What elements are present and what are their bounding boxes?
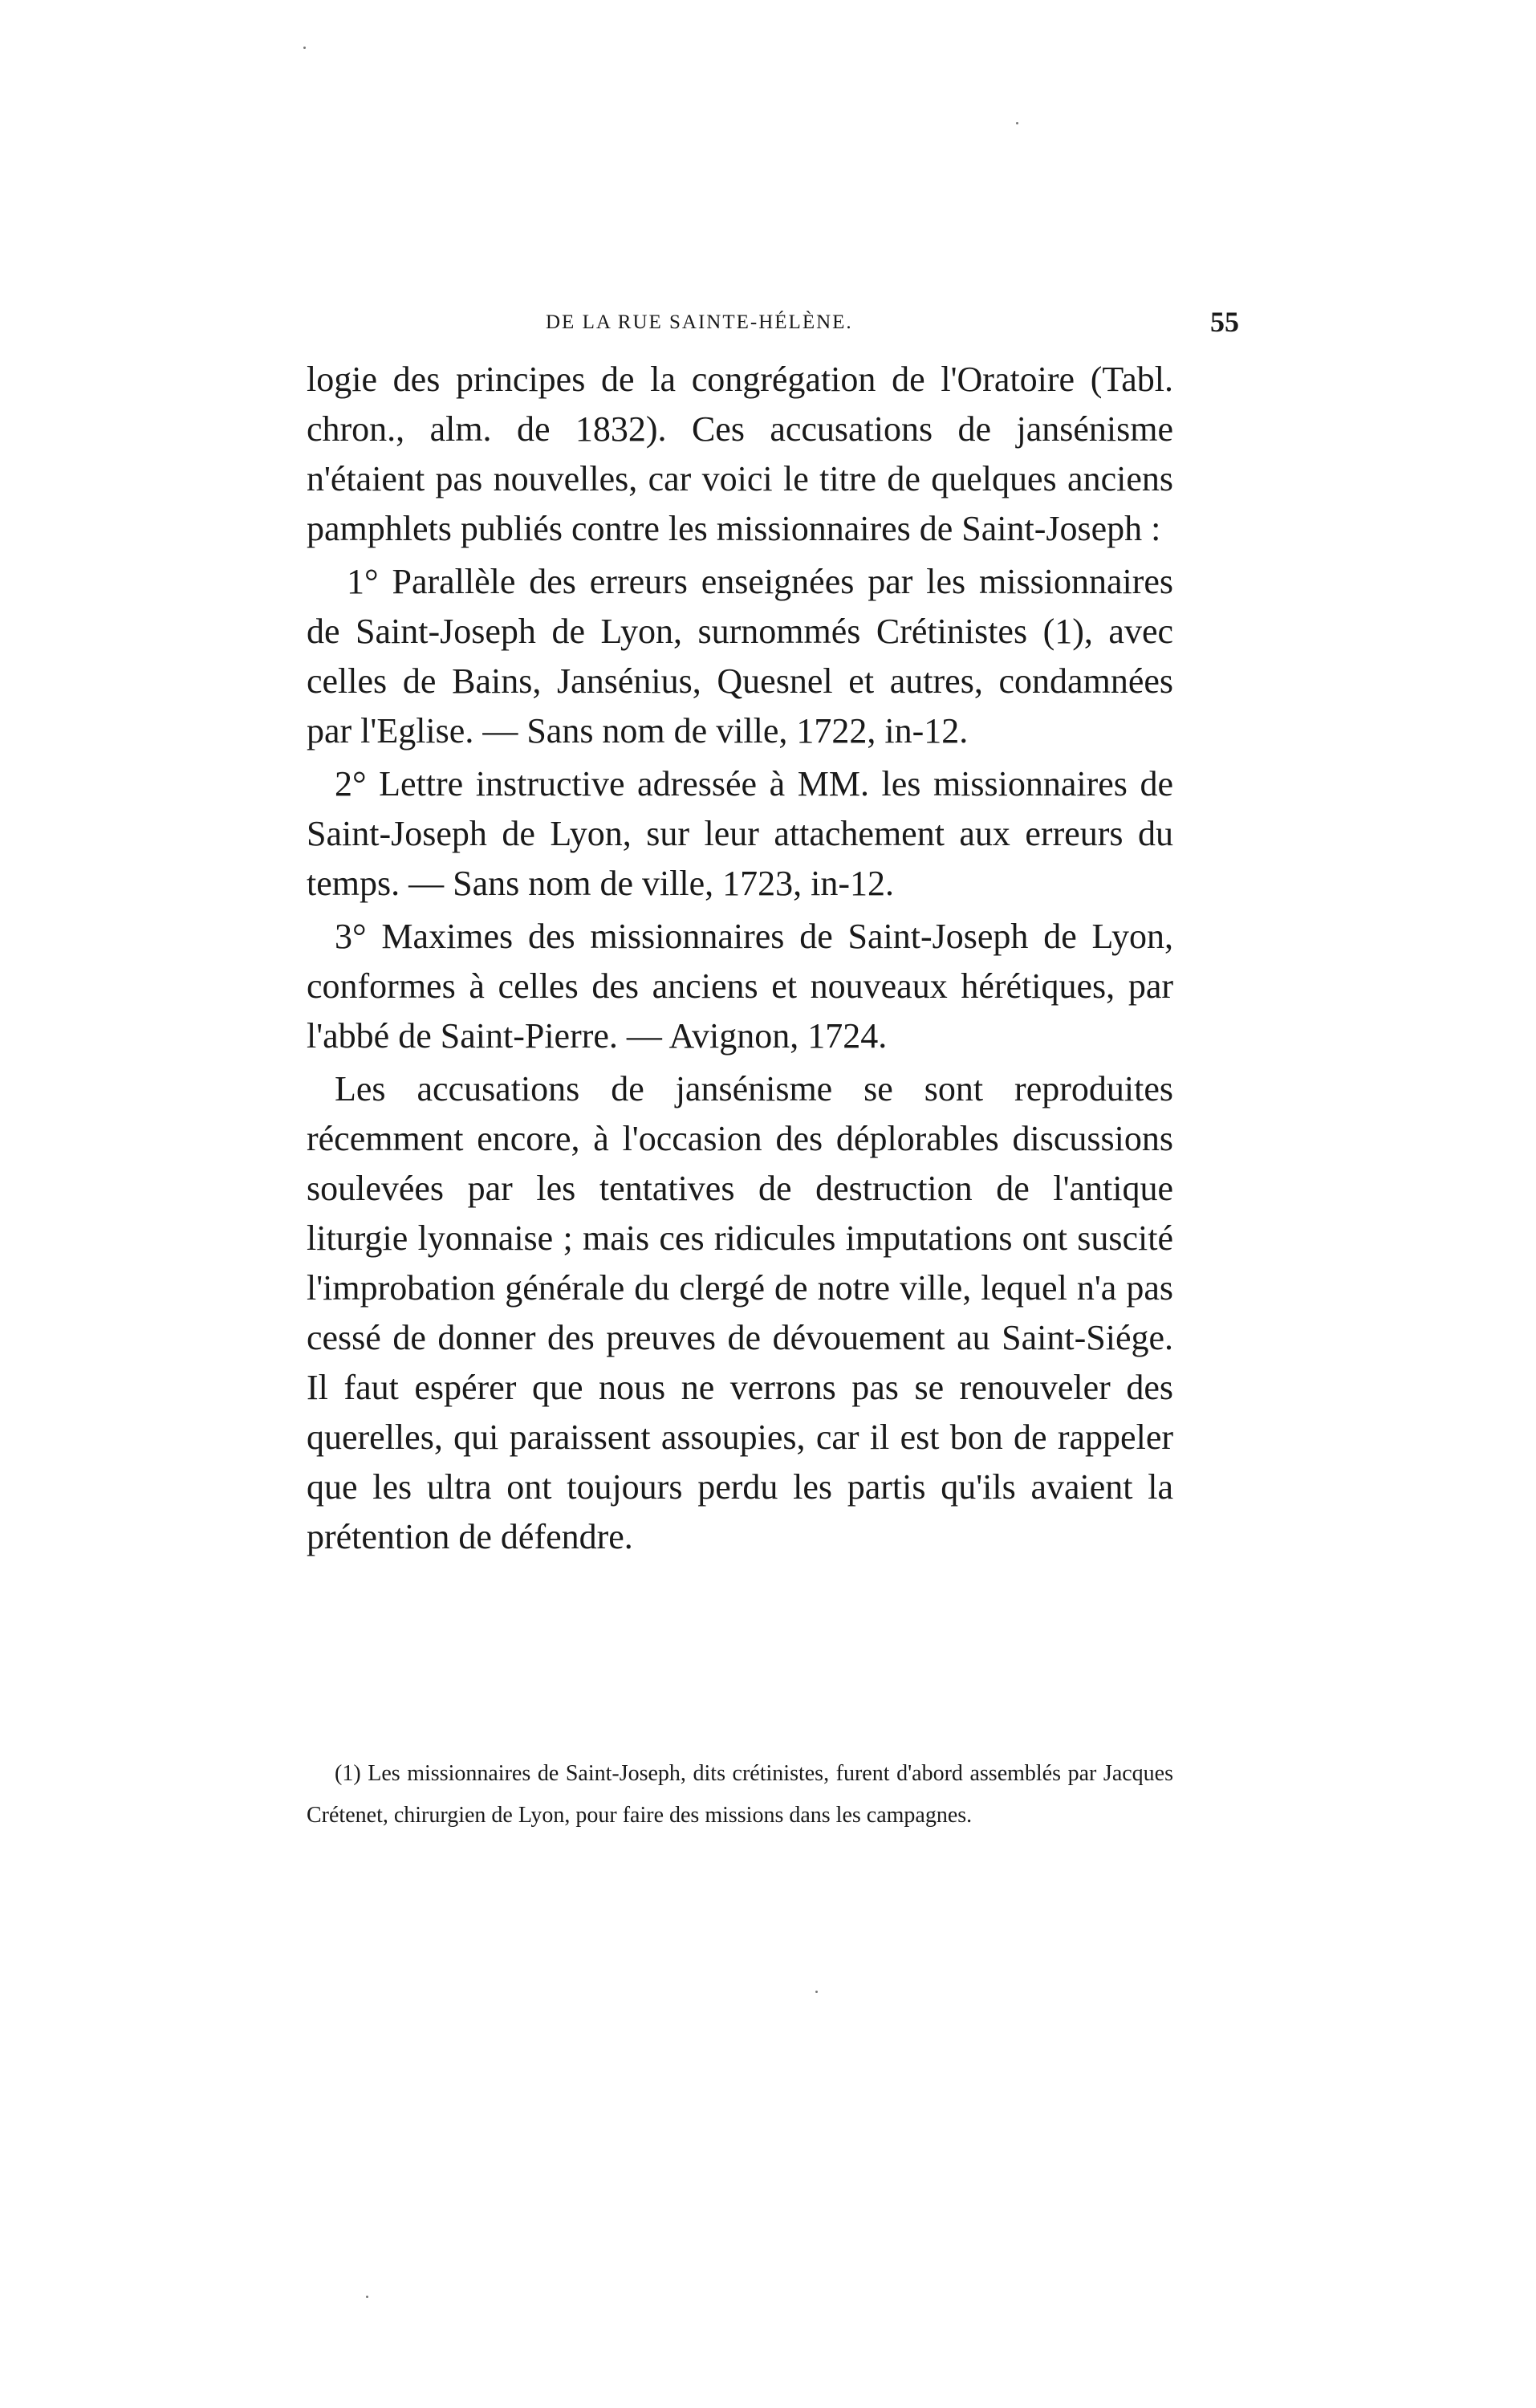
item-marker: 2° [335, 764, 367, 803]
item-text: Parallèle des erreurs enseignées par les missionnaires de Saint-Joseph de Lyon, surnommés Crétinistes (1), avec celles de Bains, Jansénius, Quesnel et autres, condamnées par l'Eglise. — Sans nom de ville, 1722, in-12. [307, 562, 1173, 750]
paper-speck [815, 1991, 818, 1993]
paper-speck [1016, 122, 1018, 124]
main-text [307, 355, 1173, 1565]
item-text: Lettre instructive adressée à MM. les missionnaires de Saint-Joseph de Lyon, sur leur attachement aux erreurs du temps. — Sans nom de ville, 1723, in-12. [307, 764, 1173, 903]
intro-paragraph: logie des principes de la congrégation de l'Oratoire (Tabl. chron., alm. de 1832). Ces accusations de jansénisme n'étaient pas nouvelles, car voici le titre de quelques anciens pamphlets publiés contre les missionnaires de Saint-Joseph : [307, 360, 1173, 548]
list-item [307, 759, 1173, 909]
list-item [307, 912, 1173, 1061]
item-marker: 1° [347, 562, 379, 601]
closing-paragraph: Les accusations de jansénisme se sont reproduites récemment encore, à l'occasion des déplorables discussions soulevées par les tentatives de destruction de l'antique liturgie lyonnaise ; mais ces ridicules imputations ont suscité l'improbation générale du clergé de notre ville, lequel n'a pas cessé de donner des preuves de dévouement au Saint-Siége. Il faut espérer que nous ne verrons pas se renouveler des querelles, qui paraissent assoupies, car il est bon de rappeler que les ultra ont toujours perdu les partis qu'ils avaient la prétention de défendre. [307, 1069, 1173, 1556]
footnote: (1) Les missionnaires de Saint-Joseph, dits crétinistes, furent d'abord assemblés par Jacques Crétenet, chirurgien de Lyon, pour faire des missions dans les campagnes. [307, 1761, 1173, 1828]
item-marker: 3° [335, 917, 367, 956]
running-head: DE LA RUE SAINTE-HÉLÈNE. [546, 311, 853, 333]
list-item [307, 557, 1173, 756]
paper-speck [303, 47, 306, 49]
page-number: 55 [1210, 306, 1239, 338]
item-text: Maximes des missionnaires de Saint-Joseph de Lyon, conformes à celles des anciens et nouveaux hérétiques, par l'abbé de Saint-Pierre. — Avignon, 1724. [307, 917, 1173, 1056]
paper-speck [366, 2296, 368, 2298]
